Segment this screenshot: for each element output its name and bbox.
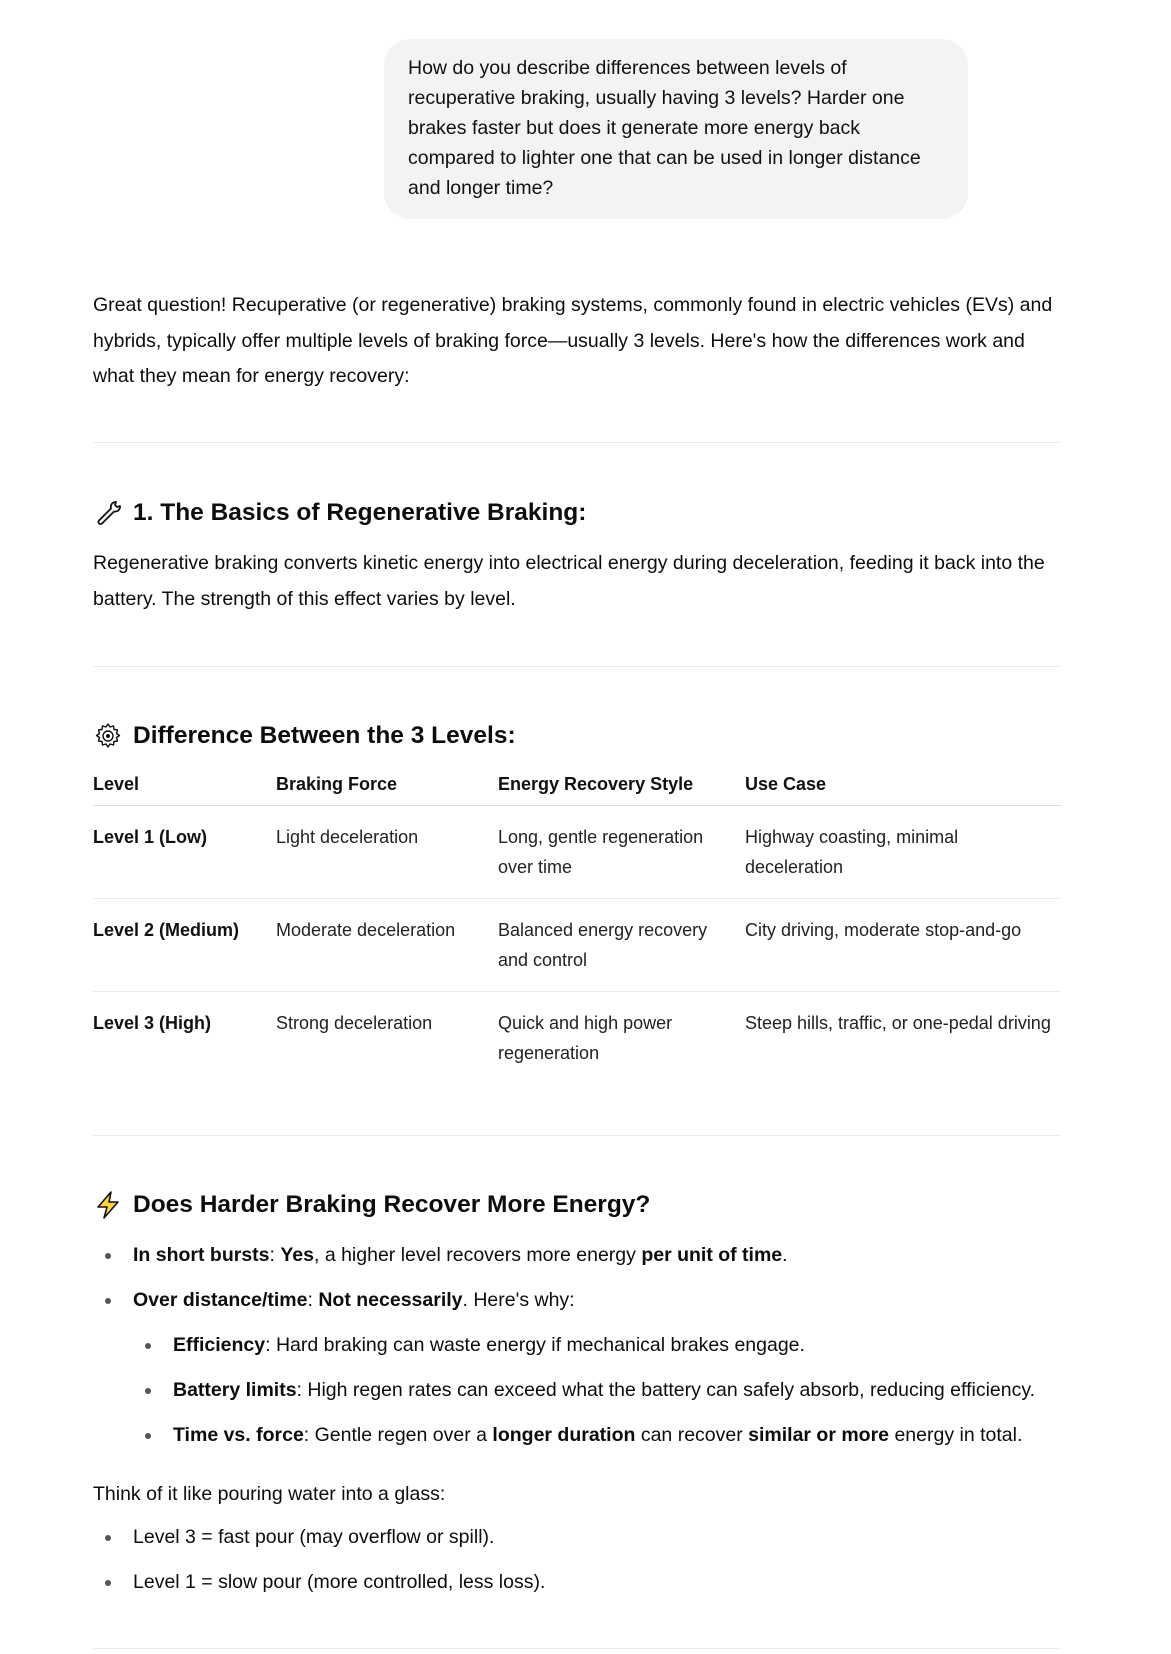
section-heading-basics bbox=[93, 498, 586, 528]
text: : bbox=[269, 1244, 281, 1266]
table-cell: Long, gentle regeneration over time bbox=[498, 806, 745, 899]
section-heading-text: 1. The Basics of Regenerative Braking: bbox=[133, 499, 587, 526]
table-row bbox=[93, 992, 1061, 1085]
table-cell: Highway coasting, minimal deceleration bbox=[745, 806, 1061, 899]
bold-text: Not necessarily bbox=[318, 1289, 463, 1311]
lightning-icon bbox=[93, 1190, 123, 1220]
table-cell: Strong deceleration bbox=[276, 1013, 433, 1033]
column-header: Energy Recovery Style bbox=[498, 770, 745, 806]
text: . bbox=[782, 1244, 788, 1266]
text: : High regen rates can exceed what the battery can safely absorb, reducing efficiency. bbox=[296, 1379, 1036, 1401]
table-row bbox=[93, 806, 1061, 899]
bold-label: Battery limits bbox=[173, 1379, 297, 1401]
gear-icon bbox=[93, 721, 123, 751]
table-cell: Light deceleration bbox=[276, 806, 498, 899]
user-message-text: How do you describe differences between levels of recuperative braking, usually having 3 levels? Harder one brakes faster but does it generate more energy back compared to lighter one that can be used in longer distance and longer time? bbox=[408, 57, 921, 199]
text: , a higher level recovers more energy bbox=[313, 1244, 642, 1266]
list-item bbox=[93, 1413, 1061, 1458]
section-heading-levels bbox=[93, 721, 516, 751]
list-item bbox=[93, 1278, 1061, 1323]
intro-paragraph: Great question! Recuperative (or regenerative) braking systems, commonly found in electric vehicles (EVs) and hybrids, typically offer multiple levels of braking force—usually 3 levels. Here's how the differences work and what they mean for energy recovery: bbox=[93, 294, 1053, 387]
divider bbox=[93, 442, 1061, 443]
list-item bbox=[93, 1323, 1061, 1368]
divider bbox=[93, 1135, 1061, 1136]
table-cell: Balanced energy recovery and control bbox=[498, 899, 745, 992]
bold-label: Efficiency bbox=[173, 1334, 266, 1356]
bold-label: Over distance/time bbox=[133, 1289, 308, 1311]
bold-label: In short bursts bbox=[133, 1244, 270, 1266]
section-heading-harder-braking bbox=[93, 1190, 650, 1220]
bold-text: per unit of time bbox=[641, 1244, 783, 1266]
list-item: Level 3 = fast pour (may overflow or spill). bbox=[93, 1515, 1061, 1560]
table-header-row bbox=[93, 770, 1061, 806]
divider bbox=[93, 666, 1061, 667]
text: : Hard braking can waste energy if mechanical brakes engage. bbox=[265, 1334, 805, 1356]
section-heading-text: Does Harder Braking Recover More Energy? bbox=[133, 1191, 651, 1218]
table-cell: Level 1 (Low) bbox=[93, 806, 276, 899]
bold-text: Yes bbox=[280, 1244, 314, 1266]
levels-table bbox=[93, 770, 1061, 1084]
table-cell: Quick and high power regeneration bbox=[498, 1013, 673, 1063]
list-item: Level 1 = slow pour (more controlled, less loss). bbox=[93, 1560, 1061, 1605]
bold-text: similar or more bbox=[748, 1424, 890, 1446]
bold-text: longer duration bbox=[492, 1424, 636, 1446]
list-item bbox=[93, 1233, 1061, 1278]
column-header: Braking Force bbox=[276, 770, 498, 806]
glass-analogy-list bbox=[93, 1515, 1061, 1605]
text: : Gentle regen over a bbox=[303, 1424, 493, 1446]
divider bbox=[93, 1648, 1061, 1649]
column-header: Use Case bbox=[745, 770, 1061, 806]
table-cell: Level 2 (Medium) bbox=[93, 899, 276, 992]
wrench-icon bbox=[93, 498, 123, 528]
section-heading-text: Difference Between the 3 Levels: bbox=[133, 722, 516, 749]
table-cell: Steep hills, traffic, or one-pedal driving bbox=[745, 1013, 1051, 1033]
text: . Here's why: bbox=[462, 1289, 575, 1311]
bold-label: Time vs. force bbox=[173, 1424, 304, 1446]
column-header: Level bbox=[93, 770, 276, 806]
text: : bbox=[307, 1289, 319, 1311]
table-cell: Moderate deceleration bbox=[276, 899, 498, 992]
table-cell: Level 3 (High) bbox=[93, 1013, 212, 1033]
table-row bbox=[93, 899, 1061, 992]
text: energy in total. bbox=[889, 1424, 1023, 1446]
text: can recover bbox=[635, 1424, 749, 1446]
basics-paragraph: Regenerative braking converts kinetic energy into electrical energy during deceleration, feeding it back into the battery. The strength of this effect varies by level. bbox=[93, 552, 1045, 610]
list-item bbox=[93, 1368, 1061, 1413]
glass-analogy-intro: Think of it like pouring water into a glass: bbox=[93, 1483, 446, 1505]
user-message-bubble bbox=[384, 39, 968, 219]
harder-braking-list bbox=[93, 1233, 1061, 1458]
table-cell: City driving, moderate stop-and-go bbox=[745, 899, 1061, 992]
